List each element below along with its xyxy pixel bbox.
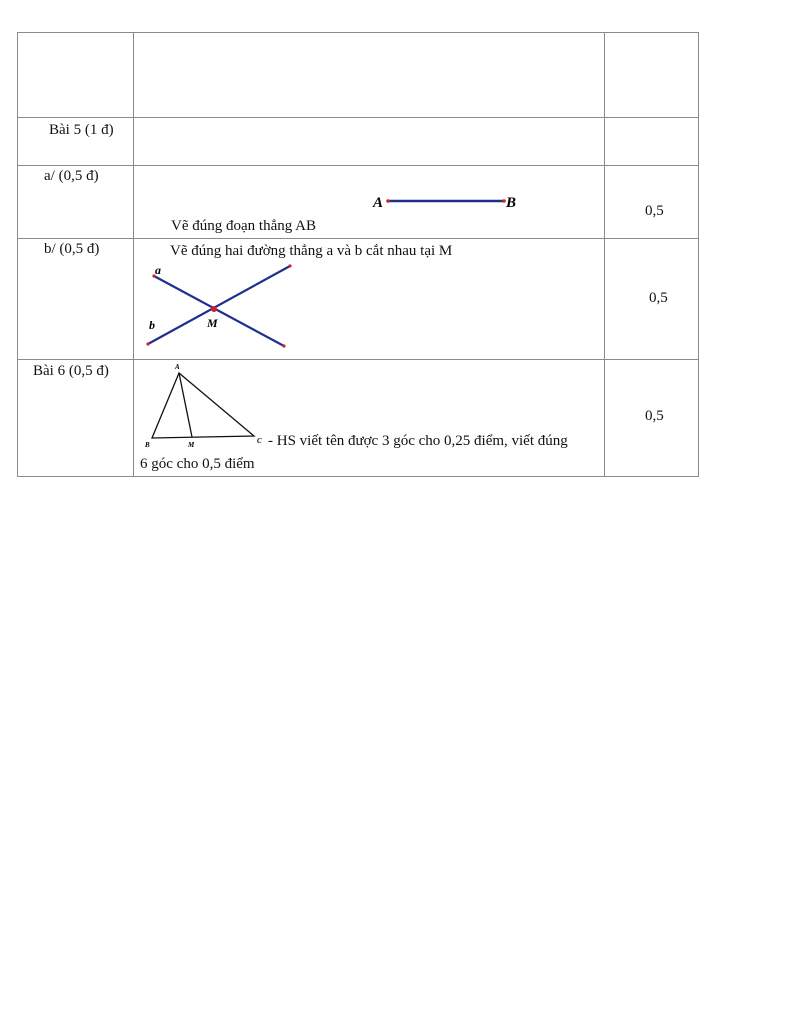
label-cell: [18, 166, 134, 239]
point-m-label: M: [188, 441, 195, 449]
content-text: Vẽ đúng hai đường thẳng a và b cắt nhau tại M: [170, 243, 453, 259]
score-cell: [605, 166, 699, 239]
point-a-dot: [386, 199, 390, 203]
vertex-a-label: A: [175, 363, 180, 371]
point-m-label: M: [207, 316, 218, 330]
score-value: 0,5: [645, 203, 664, 219]
line-b: [148, 266, 290, 344]
intersecting-lines-figure: [134, 239, 605, 360]
line-b-end: [146, 342, 149, 345]
line-a: [154, 276, 284, 346]
score-cell: [605, 118, 699, 166]
score-cell: [605, 360, 699, 477]
score-value: 0,5: [645, 408, 664, 424]
table-row: [18, 360, 699, 477]
point-a-label: A: [373, 195, 384, 211]
content-cell: [134, 33, 605, 118]
content-text-line2: 6 góc cho 0,5 điểm: [140, 456, 255, 472]
point-b-label: B: [506, 195, 517, 211]
vertex-b-label: B: [145, 441, 150, 449]
score-value: 0,5: [649, 290, 668, 306]
row-label: a/ (0,5 đ): [44, 168, 99, 184]
content-text: Vẽ đúng đoạn thẳng AB: [171, 218, 316, 234]
content-cell: [134, 239, 605, 360]
line-a-label: a: [155, 263, 161, 277]
line-b-label: b: [149, 318, 155, 332]
content-cell: [134, 166, 605, 239]
row-label: Bài 5 (1 đ): [49, 122, 114, 138]
grading-table: [17, 32, 699, 477]
score-cell: [605, 33, 699, 118]
label-cell: [18, 360, 134, 477]
label-cell: [18, 33, 134, 118]
line-a-end: [282, 344, 285, 347]
content-cell: [134, 118, 605, 166]
triangle-abc: [152, 373, 254, 438]
content-text-line1: - HS viết tên được 3 góc cho 0,25 điểm, viết đúng: [268, 433, 568, 449]
line-b-end: [288, 264, 291, 267]
label-cell: [18, 239, 134, 360]
table-row: [18, 118, 699, 166]
label-cell: [18, 118, 134, 166]
row-label: Bài 6 (0,5 đ): [33, 363, 109, 379]
content-cell: [134, 360, 605, 477]
row-label: b/ (0,5 đ): [44, 241, 100, 257]
table-row: [18, 33, 699, 118]
point-m-dot: [211, 306, 217, 312]
vertex-c-label: C: [257, 437, 262, 445]
score-cell: [605, 239, 699, 360]
table-row: [18, 166, 699, 239]
table-row: [18, 239, 699, 360]
